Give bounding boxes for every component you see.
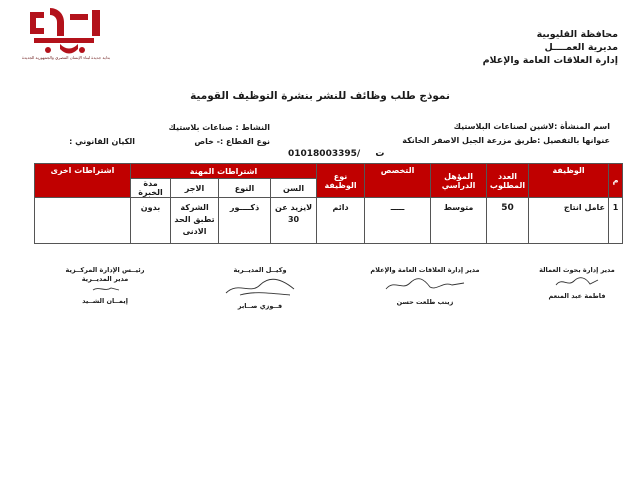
directorate-name: مديرية العمــــل	[544, 42, 618, 53]
jobs-table	[34, 163, 623, 244]
handwritten-signature-icon	[85, 284, 125, 294]
signature-title: مدير إدارة بحوث العمالة	[539, 266, 615, 274]
signature-name: زينب طلعت حسن	[396, 298, 454, 306]
signature-name: إيمــان الشــيد	[82, 297, 128, 305]
row-qualification: متوسط	[431, 198, 487, 244]
signature-central-administration	[50, 266, 160, 306]
table-row	[35, 198, 623, 244]
header-block	[483, 28, 618, 67]
governorate-name: محافظة القليوبية	[536, 29, 618, 40]
logo-caption: بداية جديدة لبناء الإنسان المصري والجمهورية الجديدة	[21, 55, 111, 60]
row-count: 50	[487, 198, 529, 244]
signature-title: مدير إدارة العلاقات العامة والإعلام	[370, 266, 480, 274]
signature-subtitle: مدير المديــرية	[81, 275, 129, 283]
row-gender: ذكــــور	[219, 198, 271, 244]
row-num: 1	[609, 198, 623, 244]
signature-title: وكيــل المديــرية	[233, 266, 287, 274]
establishment-activity: النشاط : صناعات بلاستيك	[168, 123, 270, 132]
row-age: لايزيد عن 30	[271, 198, 317, 244]
header-professional-requirements: اشتراطات المهنة	[131, 164, 317, 179]
row-salary: الشركة تطبق الحد الادنى	[171, 198, 219, 244]
signature-deputy	[210, 266, 310, 311]
header-num: م	[609, 164, 623, 198]
header-job: الوظيفة	[529, 164, 609, 198]
signature-labor-research	[532, 266, 622, 301]
signature-name: فاطمة عبد المنعم	[548, 292, 606, 300]
row-job: عامل انتاج	[529, 198, 609, 244]
form-title: نموذج طلب وظائف للنشر بنشرة التوظيف القومية	[190, 90, 450, 102]
legal-entity: الكيان القانوني :	[69, 137, 135, 146]
signature-name: فــوزي صــابر	[237, 302, 283, 310]
handwritten-signature-icon	[220, 275, 300, 299]
department-name: إدارة العلاقات العامة والإعلام	[482, 55, 618, 66]
signature-public-relations	[350, 266, 500, 307]
header-count: العدد المطلوب	[487, 164, 529, 198]
phone-prefix: ت	[375, 149, 385, 159]
establishment-name: اسم المنشأة :لاشين لصناعات البلاستيك	[453, 122, 610, 131]
row-job-type: دائم	[317, 198, 365, 244]
header-other-requirements: اشتراطات اخرى	[35, 164, 131, 198]
signature-title: رئيــس الإدارة المركــزية	[65, 266, 145, 274]
header-salary: الاجر	[171, 179, 219, 198]
header-gender: النوع	[219, 179, 271, 198]
establishment-phone	[288, 149, 384, 159]
establishment-address: عنوانها بالتفصيل :طريق مزرعة الجبل الاصفر الخانكة	[402, 136, 610, 145]
handwritten-signature-icon	[552, 275, 602, 289]
header-age: السن	[271, 179, 317, 198]
handwritten-signature-icon	[380, 275, 470, 295]
header-qualification: المؤهل الدراسي	[431, 164, 487, 198]
header-specialty: التخصص	[365, 164, 431, 198]
logo	[20, 4, 110, 70]
phone-number: 01018003395/	[288, 149, 361, 159]
header-experience: مدة الخبرة	[131, 179, 171, 198]
row-other	[35, 198, 131, 244]
establishment-sector: نوع القطاع :- خاص	[194, 137, 270, 146]
header-job-type: نوع الوظيفة	[317, 164, 365, 198]
row-specialty: ـــــ	[365, 198, 431, 244]
row-experience: بدون	[131, 198, 171, 244]
